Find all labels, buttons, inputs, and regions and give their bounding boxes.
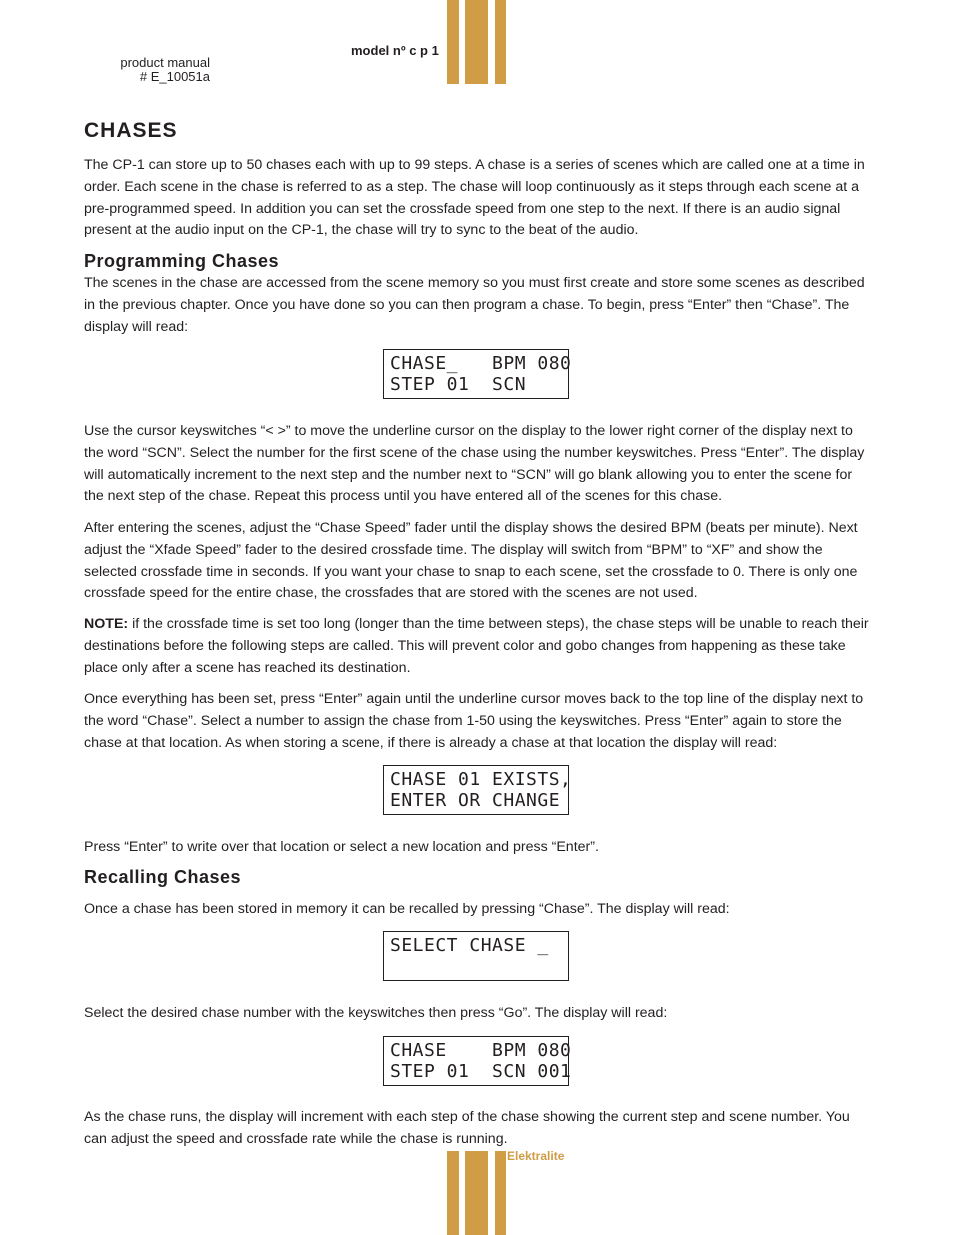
programming-p2: Use the cursor keyswitches “< >” to move the underline cursor on the display to the lower right corner of the display next to the word “SCN”. Select the number for the first scene of the chase using the number keyswitches. Press “Enter”. The display will automatically increment to the next step and the number next to “SCN” will go blank allowing you to enter the scene for the next step of the chase. Repeat this process until you have entered all of the scenes for this chase.	[84, 423, 865, 505]
lcd-display-4	[383, 1036, 572, 1086]
top-bar-1	[447, 0, 459, 84]
top-bar-3	[495, 0, 506, 84]
top-bar-2	[465, 0, 488, 84]
lcd-line-2: STEP 01 SCN 001	[390, 1061, 572, 1082]
lcd-line-2	[390, 956, 562, 977]
model-label: model nº c p 1	[351, 43, 439, 58]
bottom-bar-1	[447, 1151, 459, 1235]
lcd-line-2: STEP 01 SCN	[390, 374, 527, 395]
bottom-bar-2	[465, 1151, 488, 1235]
lcd-line-2: ENTER OR CHANGE	[390, 790, 561, 811]
doc-number: # E_10051a	[139, 69, 210, 84]
programming-heading: Programming Chases	[84, 251, 280, 271]
lcd-line-1: CHASE BPM 080	[390, 1040, 572, 1061]
page-title: CHASES	[84, 119, 178, 142]
bottom-bar-3	[495, 1151, 506, 1235]
lcd-line-1: CHASE_ BPM 080	[390, 353, 572, 374]
lcd-display-2	[383, 765, 572, 815]
lcd-line-1: SELECT CHASE _	[390, 935, 549, 956]
recalling-heading: Recalling Chases	[84, 867, 242, 887]
programming-p1: The scenes in the chase are accessed from the scene memory so you must first create and store some scenes as described in the previous chapter. Once you have done so you can then program a chase. To begin, press “Enter” then “Chase”. The display will read:	[84, 275, 865, 335]
note-paragraph	[84, 614, 874, 679]
programming-p5: Press “Enter” to write over that location or select a new location and press “Enter”.	[84, 839, 599, 855]
intro-paragraph: The CP-1 can store up to 50 chases each with up to 99 steps. A chase is a series of scenes which are called one at a time in order. Each scene in the chase is referred to as a step. The chase will loop continuously as it steps through each scene at a pre-programmed speed. In addition you can set the crossfade speed from one step to the next. If there is an audio signal present at the audio input on the CP-1, the chase will try to sync to the beat of the audio.	[84, 157, 865, 239]
product-manual-label: product manual	[120, 55, 210, 70]
programming-p3: After entering the scenes, adjust the “Chase Speed” fader until the display shows the desired BPM (beats per minute). Next adjust the “Xfade Speed” fader to the desired crossfade time. The display will switch from “BPM” to “XF” and show the selected crossfade time in seconds. If you want your chase to snap to each scene, set the crossfade to 0. There is only one crossfade speed for the entire chase, the crossfades that are stored with the scenes are not used.	[84, 520, 858, 602]
note-text: if the crossfade time is set too long (longer than the time between steps), the chase steps will be unable to reach their destinations before the following steps are called. This will prevent color and gobo changes from happening as these take place only after a scene has reached its destination.	[84, 616, 869, 676]
recalling-p3: As the chase runs, the display will increment with each step of the chase showing the current step and scene number. You can adjust the speed and crossfade rate while the chase is running.	[84, 1109, 850, 1147]
header-doc-info	[60, 56, 210, 84]
recalling-p2: Select the desired chase number with the keyswitches then press “Go”. The display will read:	[84, 1005, 668, 1021]
footer-brand-logo: Elektralite	[507, 1149, 565, 1163]
recalling-p1: Once a chase has been stored in memory it can be recalled by pressing “Chase”. The display will read:	[84, 901, 730, 917]
lcd-line-1: CHASE 01 EXISTS,	[390, 769, 572, 790]
lcd-display-1	[383, 349, 572, 399]
programming-p4: Once everything has been set, press “Enter” again until the underline cursor moves back to the top line of the display next to the word “Chase”. Select a number to assign the chase from 1-50 using the keyswitches. Press “Enter” again to store the chase at that location. As when storing a scene, if there is already a chase at that location the display will read:	[84, 691, 864, 751]
note-label: NOTE:	[84, 616, 129, 632]
lcd-display-3	[383, 931, 569, 981]
